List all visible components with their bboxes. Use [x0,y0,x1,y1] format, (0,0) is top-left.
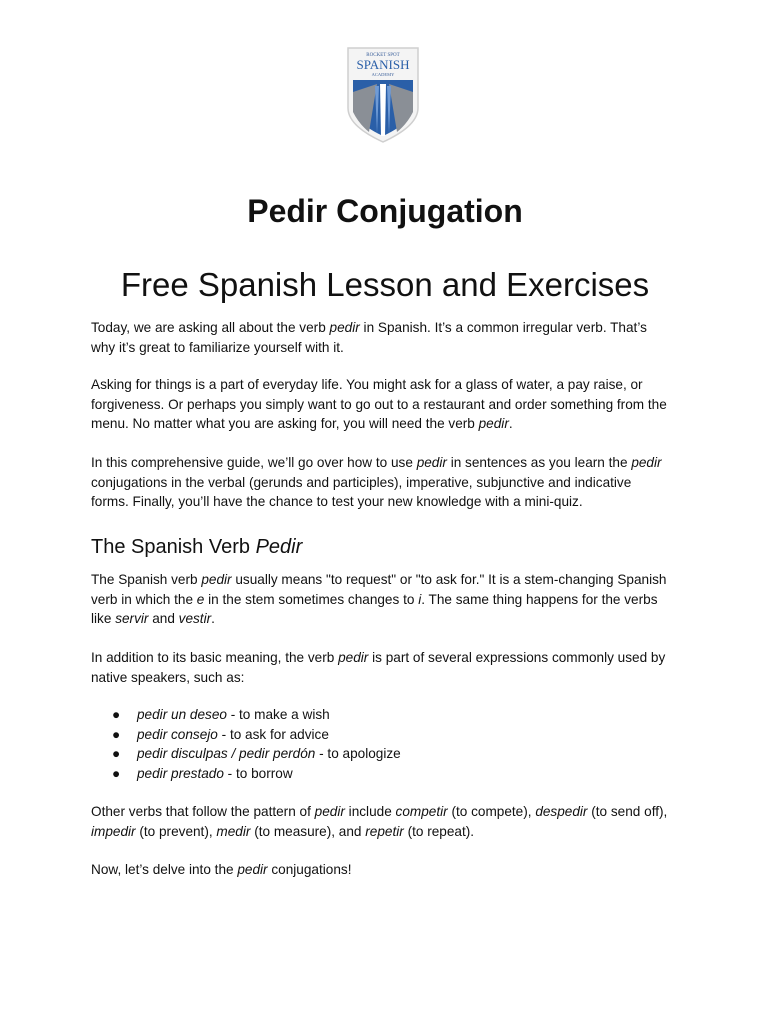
text: (to repeat). [403,823,475,839]
verb-term: repetir [365,823,404,839]
verb-term: Pedir [255,536,303,558]
text: Today, we are asking all about the verb [91,320,330,335]
text: In addition to its basic meaning, the verb [91,650,339,665]
text: (to compete), [447,804,536,819]
list-item [91,725,401,745]
text: menu. No matter what you are asking for, you will need the verb [91,416,479,431]
expression-meaning: - to borrow [223,765,293,781]
verb-term: pedir [314,804,345,819]
logo-line2: SPANISH [356,57,410,72]
text: Now, let’s delve into the [91,862,238,877]
verb-term: pedir [478,416,509,431]
intro-paragraph-2 [91,375,691,434]
expression-meaning: - to apologize [315,746,401,761]
page-title: Pedir Conjugation [247,193,523,229]
text: conjugations! [267,862,352,877]
text: is part of several expressions commonly used by [368,650,666,665]
verb-term: despedir [535,804,588,819]
bullet-icon: ● [112,707,121,722]
section-paragraph-3 [91,802,691,841]
text: . [211,611,215,626]
text: . The same thing happens for the verbs [421,591,658,607]
text: in sentences as you learn the [446,455,632,470]
expression-phrase: pedir consejo [137,726,218,742]
text: . [508,416,513,431]
text: (to prevent), [135,823,217,839]
intro-paragraph-1 [91,318,691,357]
text: in Spanish. It’s a common irregular verb. That’s [359,320,647,335]
text: forgiveness. Or perhaps you simply want to go out to a restaurant and order something from the [91,396,667,412]
list-item [91,764,401,784]
section-paragraph-2 [91,648,691,687]
text: and [148,611,179,626]
text: (to send off), [587,804,668,819]
expression-meaning: - to ask for advice [217,726,329,742]
text: verb in which the [91,591,197,607]
text: why it’s great to familiarize yourself with it. [91,339,344,355]
academy-logo [345,46,421,144]
text: conjugations in the verbal (gerunds and participles), imperative, subjunctive and indicative [91,474,632,490]
list-item [91,744,401,764]
text: The Spanish Verb [91,536,256,558]
section-heading [91,533,302,561]
text: include [344,804,396,819]
text: forms. Finally, you’ll have the chance to test your new knowledge with a mini-quiz. [91,494,583,509]
text: usually means "to request" or "to ask for." It is a stem-changing Spanish [231,572,667,587]
verb-term: pedir [338,650,369,665]
verb-term: pedir [631,455,662,470]
verb-term: vestir [178,611,212,626]
text: Other verbs that follow the pattern of [91,804,315,819]
text: In this comprehensive guide, we’ll go over how to use [91,455,417,470]
text: (to measure), and [250,823,366,839]
logo-line1: ROCKET SPOT [366,53,400,58]
verb-term: pedir [237,862,268,877]
section-paragraph-4 [91,860,691,880]
intro-paragraph-3 [91,453,691,512]
text: Asking for things is a part of everyday life. You might ask for a glass of water, a pay raise, or [91,377,643,392]
expressions-list [91,705,401,783]
verb-term: impedir [91,823,136,839]
verb-term: medir [216,823,251,839]
section-paragraph-1 [91,570,691,629]
bullet-icon: ● [112,746,121,761]
expression-phrase: pedir prestado [137,765,224,781]
verb-term: servir [115,611,149,626]
text: in the stem sometimes changes to [204,591,419,607]
expression-meaning: - to make a wish [226,707,330,722]
bullet-icon: ● [112,726,121,742]
list-item [91,705,401,725]
text: like [91,611,116,626]
verb-term: competir [395,804,448,819]
logo-line3: ACADEMY [371,72,395,77]
expression-phrase: pedir disculpas / pedir perdón [137,746,316,761]
verb-term: pedir [201,572,232,587]
verb-term: e [196,591,205,607]
page-subtitle: Free Spanish Lesson and Exercises [120,266,650,303]
text: native speakers, such as: [91,669,245,685]
verb-term: i [418,591,422,607]
expression-phrase: pedir un deseo [137,707,227,722]
verb-term: pedir [416,455,447,470]
verb-term: pedir [329,320,360,335]
bullet-icon: ● [112,765,121,781]
text: The Spanish verb [91,572,202,587]
shield-logo-icon [345,46,421,144]
